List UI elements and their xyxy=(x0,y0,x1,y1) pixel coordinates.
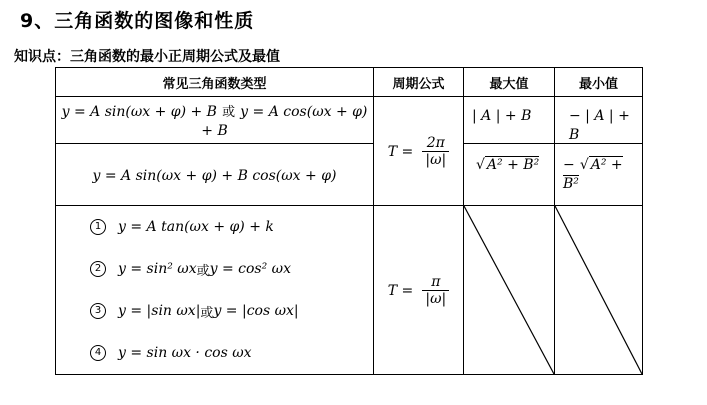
table-row xyxy=(56,97,643,144)
row1-max-value: | A | + B xyxy=(472,108,532,124)
row3-function-list xyxy=(56,206,374,375)
row1-func-b: y = A cos(ωx + φ) + B xyxy=(201,104,368,139)
table-row xyxy=(56,206,643,375)
row1-max xyxy=(464,97,555,144)
list-item xyxy=(56,332,373,374)
header-type: 常见三角函数类型 xyxy=(56,68,374,97)
section-subtitle: 知识点：三角函数的最小正周期公式及最值 xyxy=(14,49,280,65)
row2-function xyxy=(56,144,374,206)
item-number: 4 xyxy=(90,345,106,361)
period-cell-1 xyxy=(374,97,464,206)
header-max: 最大值 xyxy=(464,68,555,97)
row1-or: 或 xyxy=(222,105,236,120)
period1-fraction xyxy=(422,135,449,168)
item-or: 或 xyxy=(200,305,214,321)
item-formula-a: y = |sin ωx| xyxy=(118,303,201,319)
list-item xyxy=(56,206,373,248)
period2-numerator: π xyxy=(422,274,449,291)
diagonal-slash xyxy=(464,206,554,374)
period-cell-2 xyxy=(374,206,464,375)
page-title: 9、三角函数的图像和性质 xyxy=(20,10,255,32)
row2-min-value: A² + B² xyxy=(563,157,623,192)
diagonal-slash xyxy=(555,206,642,374)
item-formula: y = A tan(ωx + φ) + k xyxy=(118,219,274,235)
item-formula-b: y = |cos ωx| xyxy=(213,303,299,319)
row2-min xyxy=(555,144,643,206)
formula-table xyxy=(55,67,643,375)
row3-max-na xyxy=(464,206,555,375)
item-number: 3 xyxy=(90,303,106,319)
row2-max xyxy=(464,144,555,206)
row2-min-sign: − xyxy=(563,157,575,173)
item-or: 或 xyxy=(196,263,210,279)
row2-min-root: √ A² + B² xyxy=(563,157,623,192)
row2-max-root: √ A² + B² xyxy=(476,157,540,173)
period2-denominator: |ω| xyxy=(425,290,447,307)
header-period: 周期公式 xyxy=(374,68,464,97)
item-formula-a: y = sin² ωx xyxy=(118,261,197,277)
item-formula-b: y = cos² ωx xyxy=(209,261,291,277)
row1-function xyxy=(56,97,374,144)
item-number: 1 xyxy=(90,219,106,235)
table-header-row xyxy=(56,68,643,97)
item-number: 2 xyxy=(90,261,106,277)
header-min: 最小值 xyxy=(555,68,643,97)
row2-max-value: A² + B² xyxy=(486,157,540,173)
item-formula: y = sin ωx · cos ωx xyxy=(118,345,252,361)
period1-T: T = xyxy=(387,143,414,160)
row3-min-na xyxy=(555,206,643,375)
row1-func-a: y = A sin(ωx + φ) + B xyxy=(61,104,217,120)
period1-numerator: 2π xyxy=(422,135,449,152)
row2-func: y = A sin(ωx + φ) + B cos(ωx + φ) xyxy=(92,168,337,184)
row1-min xyxy=(555,97,643,144)
period1-denominator: |ω| xyxy=(425,151,447,168)
period2-fraction xyxy=(422,274,449,307)
list-item xyxy=(56,248,373,290)
period2-T: T = xyxy=(387,282,414,299)
row1-min-value: − | A | + B xyxy=(569,108,630,143)
table-row xyxy=(56,144,643,206)
list-item xyxy=(56,290,373,332)
